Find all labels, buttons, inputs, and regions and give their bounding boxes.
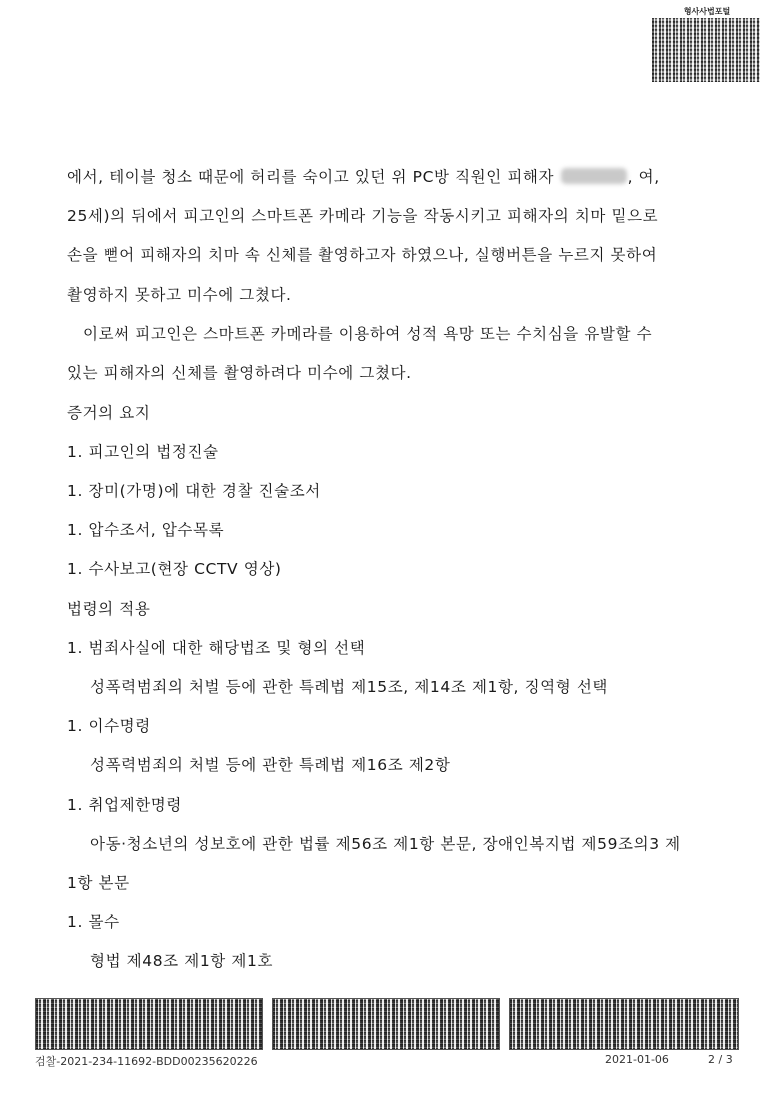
evidence-heading: 증거의 요지 (67, 404, 151, 422)
law-item-detail: 성폭력범죄의 처벌 등에 관한 특례법 제16조 제2항 (90, 756, 451, 774)
evidence-item: 1. 피고인의 법정진술 (67, 443, 219, 461)
law-item-detail: 형법 제48조 제1항 제1호 (90, 952, 274, 970)
footer-barcode-left (35, 998, 263, 1050)
footer-barcode-right (509, 998, 739, 1050)
law-item-title: 1. 몰수 (67, 913, 120, 931)
portal-label: 형사사법포털 (683, 7, 731, 16)
body-line-1 (67, 165, 660, 187)
footer-document-id: 검찰-2021-234-11692-BDD00235620226 (35, 1055, 258, 1068)
law-item-detail-continued: 1항 본문 (67, 874, 130, 892)
footer-barcode-middle (272, 998, 500, 1050)
law-item-title: 1. 이수명령 (67, 717, 151, 735)
body-line-5: 이로써 피고인은 스마트폰 카메라를 이용하여 성적 욕망 또는 수치심을 유발할 수 (83, 325, 653, 343)
evidence-item: 1. 장미(가명)에 대한 경찰 진술조서 (67, 482, 321, 500)
body-line-4: 촬영하지 못하고 미수에 그쳤다. (67, 286, 292, 304)
footer-page-number: 2 / 3 (708, 1053, 733, 1066)
body-line-3: 손을 뻗어 피해자의 치마 속 신체를 촬영하고자 하였으나, 실행버튼을 누르지 못하여 (67, 246, 658, 264)
portal-qr-code (652, 18, 760, 82)
footer-date: 2021-01-06 (605, 1053, 669, 1066)
body-line-1-text: 에서, 테이블 청소 때문에 허리를 숙이고 있던 위 PC방 직원인 피해자 (67, 168, 560, 186)
law-item-detail: 성폭력범죄의 처벌 등에 관한 특례법 제15조, 제14조 제1항, 징역형 선택 (90, 678, 609, 696)
law-heading: 법령의 적용 (67, 600, 151, 618)
law-item-title: 1. 범죄사실에 대한 해당법조 및 형의 선택 (67, 639, 366, 657)
body-line-1-suffix: , 여, (627, 168, 660, 186)
body-line-6: 있는 피해자의 신체를 촬영하려다 미수에 그쳤다. (67, 364, 412, 382)
evidence-item: 1. 압수조서, 압수목록 (67, 521, 225, 539)
evidence-item: 1. 수사보고(현장 CCTV 영상) (67, 560, 282, 578)
body-line-2: 25세)의 뒤에서 피고인의 스마트폰 카메라 기능을 작동시키고 피해자의 치마 밑으로 (67, 207, 659, 225)
law-item-detail: 아동·청소년의 성보호에 관한 법률 제56조 제1항 본문, 장애인복지법 제59조의3 제 (90, 835, 681, 853)
law-item-title: 1. 취업제한명령 (67, 796, 182, 814)
redacted-victim-name (561, 168, 627, 184)
